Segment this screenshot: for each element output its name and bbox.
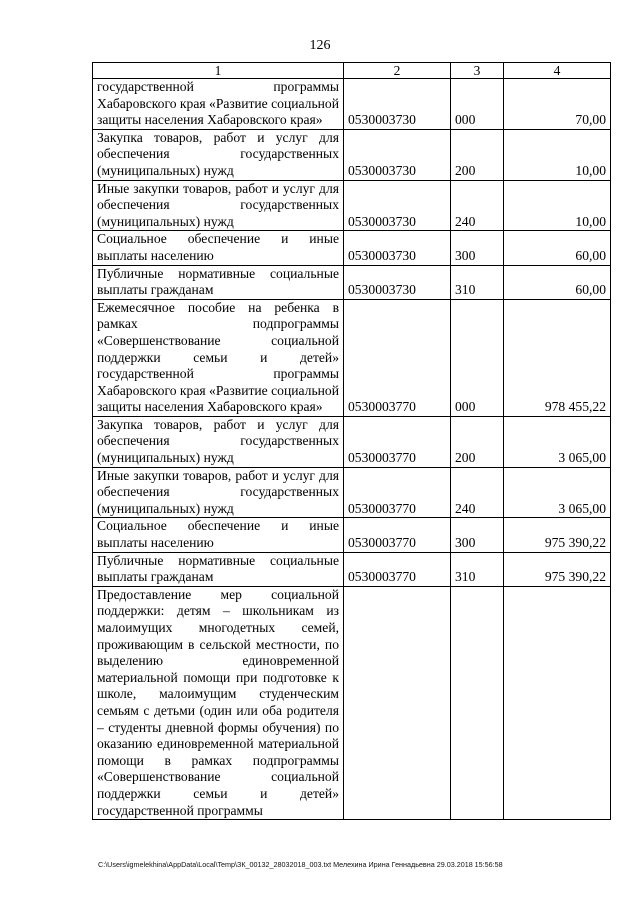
row-type: 310 (451, 552, 504, 586)
column-header-sum: 4 (504, 63, 611, 79)
row-sum: 975 390,22 (504, 518, 611, 552)
row-code: 0530003770 (344, 552, 451, 586)
row-name: Публичные нормативные социальные выплаты гражданам (93, 265, 344, 299)
row-sum: 3 065,00 (504, 416, 611, 467)
table-header-row (93, 63, 611, 79)
row-name: Социальное обеспечение и иные выплаты населению (93, 231, 344, 265)
row-sum: 10,00 (504, 129, 611, 180)
row-type: 000 (451, 79, 504, 130)
row-sum: 60,00 (504, 265, 611, 299)
row-sum: 975 390,22 (504, 552, 611, 586)
row-name: Публичные нормативные социальные выплаты гражданам (93, 552, 344, 586)
row-name: Закупка товаров, работ и услуг для обеспечения государственных (муниципальных) нужд (93, 129, 344, 180)
table-row (93, 79, 611, 130)
row-code: 0530003730 (344, 79, 451, 130)
row-sum: 978 455,22 (504, 299, 611, 416)
row-type (451, 586, 504, 819)
row-type: 240 (451, 467, 504, 518)
row-code: 0530003730 (344, 129, 451, 180)
table-row (93, 552, 611, 586)
table-row (93, 586, 611, 819)
row-code: 0530003770 (344, 416, 451, 467)
row-code: 0530003730 (344, 231, 451, 265)
page-number: 126 (309, 38, 331, 53)
row-sum: 3 065,00 (504, 467, 611, 518)
row-code: 0530003770 (344, 518, 451, 552)
row-name: Предоставление мер социальной поддержки: детям – школьникам из малоимущих многодетных семей, проживающим в сельской местности, по выделению единовременной материальной помощи при подготовке к школе, малоимущим студенческим семьям с детьми (один или оба родителя – студенты дневной формы обучения) по оказанию единовременной материальной помощи в рамках подпрограммы «Совершенствование социальной поддержки семьи и детей» государственной программы (93, 586, 344, 819)
table-row (93, 299, 611, 416)
row-type: 310 (451, 265, 504, 299)
table-row (93, 518, 611, 552)
row-type: 240 (451, 180, 504, 231)
footer-file-path: C:\Users\igmelekhina\AppData\Local\Temp\ЗК_00132_28032018_003.txt Мелехина Ирина Геннадьевна 29.03.2018 15:56:58 (98, 860, 503, 869)
table-row (93, 129, 611, 180)
row-type: 000 (451, 299, 504, 416)
row-name: Закупка товаров, работ и услуг для обеспечения государственных (муниципальных) нужд (93, 416, 344, 467)
column-header-type: 3 (451, 63, 504, 79)
row-type: 200 (451, 416, 504, 467)
row-type: 300 (451, 231, 504, 265)
table-row (93, 265, 611, 299)
row-name: Иные закупки товаров, работ и услуг для обеспечения государственных (муниципальных) нужд (93, 467, 344, 518)
table-row (93, 467, 611, 518)
row-type: 200 (451, 129, 504, 180)
row-name: Иные закупки товаров, работ и услуг для обеспечения государственных (муниципальных) нужд (93, 180, 344, 231)
row-code: 0530003770 (344, 299, 451, 416)
row-sum: 60,00 (504, 231, 611, 265)
row-name: Ежемесячное пособие на ребенка в рамках подпрограммы «Совершенствование социальной поддержки семьи и детей» государственной программы Хабаровского края «Развитие социальной защиты населения Хабаровского края» (93, 299, 344, 416)
table-row (93, 231, 611, 265)
row-name: государственной программы Хабаровского края «Развитие социальной защиты населения Хабаровского края» (93, 79, 344, 130)
table-row (93, 180, 611, 231)
row-sum: 70,00 (504, 79, 611, 130)
row-code: 0530003730 (344, 265, 451, 299)
row-sum (504, 586, 611, 819)
budget-table (92, 62, 611, 820)
row-code: 0530003730 (344, 180, 451, 231)
row-code: 0530003770 (344, 467, 451, 518)
row-code (344, 586, 451, 819)
row-sum: 10,00 (504, 180, 611, 231)
row-type: 300 (451, 518, 504, 552)
column-header-name: 1 (93, 63, 344, 79)
row-name: Социальное обеспечение и иные выплаты населению (93, 518, 344, 552)
column-header-code: 2 (344, 63, 451, 79)
table-row (93, 416, 611, 467)
